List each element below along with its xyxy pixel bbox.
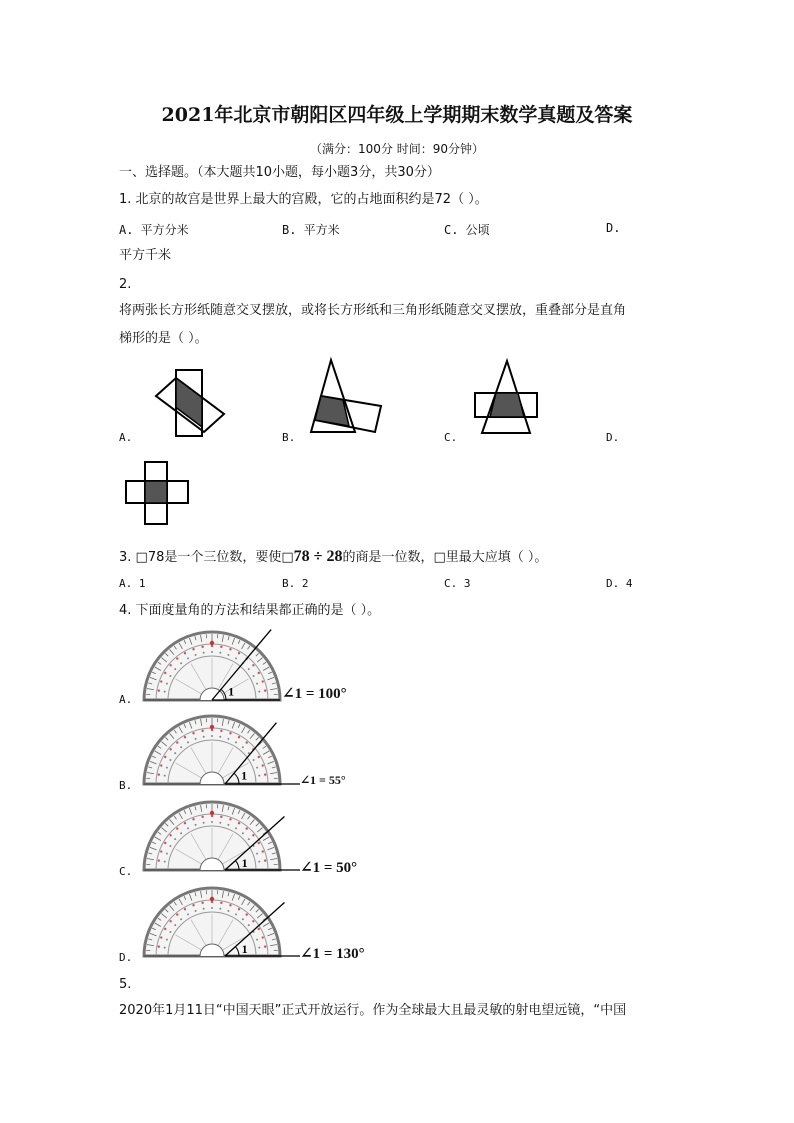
q4-option-c: C. xyxy=(119,865,133,878)
q4-angle-label-b: ∠1 = 55° xyxy=(300,773,346,787)
svg-text:1: 1 xyxy=(241,855,248,870)
q2-stem-line1: 将两张长方形纸随意交叉摆放，或将长方形纸和三角形纸随意交叉摆放，重叠部分是直角 xyxy=(119,303,627,318)
q4-protractor-a xyxy=(140,628,290,708)
q2-option-b: B. xyxy=(282,431,296,444)
svg-text:1: 1 xyxy=(241,768,248,783)
q4-option-b: B. xyxy=(119,779,133,792)
q1-option-d-text: 平方千米 xyxy=(119,248,172,263)
q2-number: 2. xyxy=(119,277,132,292)
q3-option-b: B. 2 xyxy=(282,577,309,590)
q5-stem: 2020年1月11日“中国天眼”正式开放运行。作为全球最大且最灵敏的射电望远镜，“中国 xyxy=(119,1003,627,1018)
q2-figure-b xyxy=(305,356,390,436)
q2-option-a: A. xyxy=(119,431,133,444)
document-subtitle: （满分：100分 时间：90分钟） xyxy=(310,142,484,156)
q3-option-c: C. 3 xyxy=(444,577,471,590)
q1-stem: 1. 北京的故宫是世界上最大的宫殿，它的占地面积约是72（ ）。 xyxy=(119,192,488,207)
q4-angle-label-c: ∠1 = 50° xyxy=(300,860,358,876)
svg-text:1: 1 xyxy=(228,684,235,699)
q3-stem-post: 的商是一位数，□里最大应填（ ）。 xyxy=(342,550,548,565)
q4-stem: 4. 下面度量角的方法和结果都正确的是（ ）。 xyxy=(119,603,381,618)
q1-option-a: A. 平方分米 xyxy=(119,223,189,237)
q2-figure-d xyxy=(124,460,190,526)
q2-option-c: C. xyxy=(444,431,458,444)
q3-option-d: D. 4 xyxy=(606,577,633,590)
q4-protractor-b xyxy=(140,712,305,792)
q4-protractor-d xyxy=(140,884,305,964)
document-title: 2021年北京市朝阳区四年级上学期期末数学真题及答案 xyxy=(161,104,633,126)
q4-angle-label-a: ∠1 = 100° xyxy=(282,686,347,702)
q3-option-a: A. 1 xyxy=(119,577,146,590)
q2-option-d: D. xyxy=(606,431,620,444)
q1-option-c: C. 公顷 xyxy=(444,223,490,237)
q5-number: 5. xyxy=(119,977,132,992)
q1-option-b: B. 平方米 xyxy=(282,223,340,237)
section-heading: 一、选择题。（本大题共10小题，每小题3分，共30分） xyxy=(119,165,440,180)
q4-option-d: D. xyxy=(119,951,133,964)
q4-angle-label-d: ∠1 = 130° xyxy=(300,946,365,962)
q3-formula: 78 ÷ 28 xyxy=(293,548,343,565)
q4-protractor-c xyxy=(140,798,305,878)
q4-option-a: A. xyxy=(119,693,133,706)
q3-stem xyxy=(119,549,547,566)
q2-figure-c xyxy=(472,358,542,436)
q3-stem-pre: 3. □78是一个三位数，要使□ xyxy=(119,550,294,565)
q2-figure-a xyxy=(150,366,230,442)
q1-option-d: D. xyxy=(606,221,621,235)
svg-text:1: 1 xyxy=(241,941,248,956)
q2-stem-line2: 梯形的是（ ）。 xyxy=(119,331,208,346)
